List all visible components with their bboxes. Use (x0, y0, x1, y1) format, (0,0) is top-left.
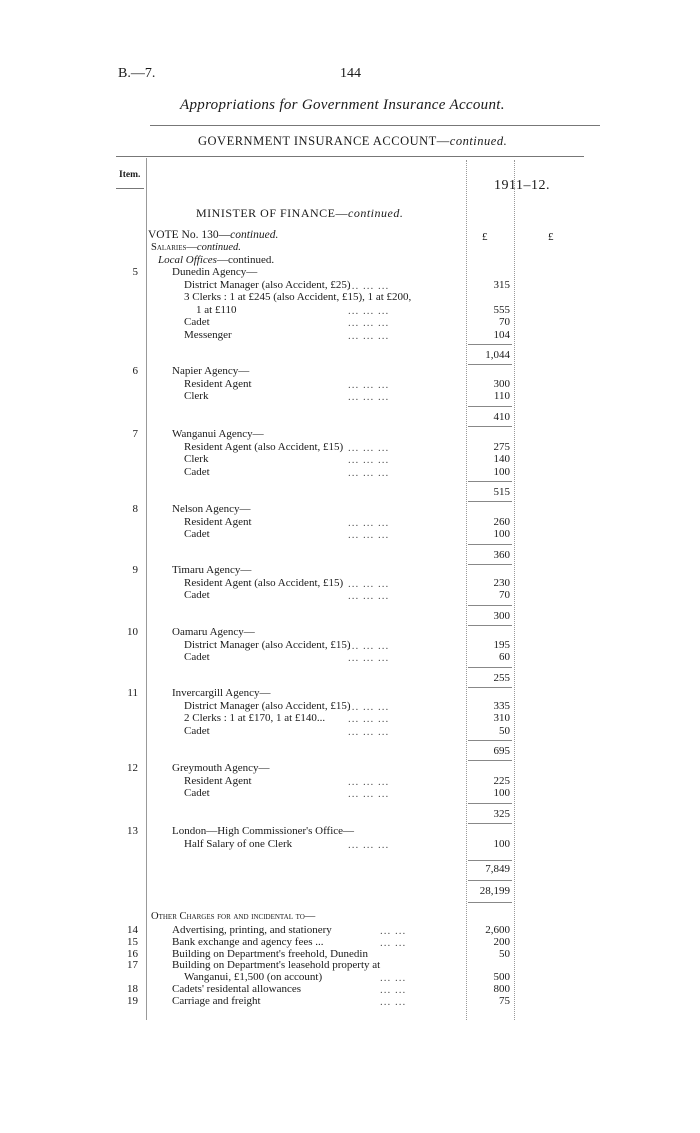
entry-label: Half Salary of one Clerk (184, 837, 293, 850)
page-number: 144 (340, 66, 361, 81)
leader-dots: ... ... ... (348, 713, 390, 725)
subtotal-rule (468, 823, 512, 824)
total-rule (468, 860, 512, 861)
total-rule (468, 880, 512, 881)
leader-dots: ... ... ... (348, 577, 390, 590)
item-number: 18 (127, 983, 138, 995)
leader-dots: ... ... ... (348, 652, 390, 664)
leader-dots: ... ... ... (348, 329, 390, 342)
entry-amount: 260 (493, 515, 510, 528)
leader-dots: ... ... ... (348, 529, 390, 541)
charge-label: Cadets' residental allowances (172, 983, 302, 995)
leader-dots: ... ... ... (348, 391, 390, 403)
item-header-rule (116, 188, 144, 189)
subtotal-rule (468, 740, 512, 741)
divider (150, 125, 600, 126)
entry-label: 2 Clerks : 1 at £170, 1 at £140... (184, 712, 326, 724)
item-number: 8 (132, 503, 138, 515)
subtotal-rule (468, 803, 512, 804)
entry-label: Cadet (184, 589, 210, 601)
item-number: 9 (132, 564, 138, 576)
leader-dots: ... ... ... (348, 788, 390, 800)
agency-subtotal: 515 (493, 486, 510, 498)
entry-label: Resident Agent (184, 774, 252, 787)
item-number: 12 (127, 762, 138, 774)
subtotal-rule (468, 687, 512, 688)
leader-dots: ... ... ... (348, 775, 390, 788)
entry-label: Clerk (184, 453, 209, 465)
entry-label: District Manager (also Accident, £15) (184, 699, 351, 712)
entry-amount: 300 (493, 377, 510, 390)
entry-amount: 310 (493, 712, 510, 724)
item-number: 11 (127, 687, 138, 699)
leader-dots: ... ... ... (348, 516, 390, 529)
entry-label: District Manager (also Accident, £25) (184, 278, 351, 291)
total-column-divider (514, 160, 515, 1020)
leader-dots: ... ... ... (348, 838, 390, 851)
item-number: 16 (127, 947, 138, 960)
local-offices-heading: Local Offices—continued. (158, 254, 275, 266)
subtotal-rule (468, 344, 512, 345)
subtotal-rule (468, 605, 512, 606)
entry-amount: 195 (493, 638, 510, 651)
entry-amount: 230 (493, 576, 510, 589)
other-charges-heading: Other Charges for and incidental to— (151, 911, 316, 922)
entry-amount: 110 (493, 390, 510, 402)
currency-symbol-amount: £ (482, 231, 488, 243)
leader-dots: ... ... ... (348, 454, 390, 466)
item-column-divider (146, 158, 147, 1020)
entry-label: Resident Agent (184, 515, 252, 528)
entry-label: District Manager (also Accident, £15) (184, 638, 351, 651)
entry-amount: 104 (493, 328, 510, 341)
entry-amount: 225 (493, 774, 510, 787)
agency-name: Nelson Agency— (172, 503, 251, 515)
agency-name: Wanganui Agency— (172, 428, 264, 440)
leader-dots: ... ... ... (348, 466, 390, 479)
leader-dots: ... ... (380, 972, 407, 985)
entry-label: Resident Agent (also Accident, £15) (184, 440, 344, 453)
agency-name: Greymouth Agency— (172, 762, 270, 774)
entry-amount: 50 (499, 724, 510, 737)
item-number: 10 (127, 626, 138, 638)
agency-name: Napier Agency— (172, 365, 250, 377)
leader-dots: ... ... ... (348, 279, 390, 292)
agency-subtotal: 410 (493, 410, 510, 423)
leader-dots: ... ... ... (348, 378, 390, 391)
item-number: 17 (127, 959, 138, 972)
entry-amount: 555 (493, 303, 510, 316)
account-subtitle: GOVERNMENT INSURANCE ACCOUNT—continued. (198, 134, 508, 148)
agency-subtotal: 300 (493, 609, 510, 622)
entry-label: Cadet (184, 724, 210, 737)
leader-dots: ... ... ... (348, 304, 390, 317)
document-reference: B.—7. (118, 66, 156, 81)
vote-heading: VOTE No. 130—continued. (148, 229, 279, 241)
entry-amount: 100 (493, 837, 510, 850)
entry-amount: 100 (493, 465, 510, 478)
item-number: 6 (132, 365, 138, 377)
entry-label: Resident Agent (184, 377, 252, 390)
local-offices-total: 7,849 (485, 863, 510, 875)
entry-label: Cadet (184, 465, 210, 478)
charge-amount: 200 (493, 935, 510, 948)
charge-label: Building on Department's leasehold property at (172, 959, 381, 972)
charge-label: Building on Department's freehold, Dunedin (172, 947, 368, 960)
subtotal-rule (468, 667, 512, 668)
subtotal-rule (468, 481, 512, 482)
item-number: 19 (127, 994, 138, 1007)
leader-dots: ... ... ... (348, 441, 390, 454)
leader-dots: ... ... (380, 995, 407, 1008)
agency-name: Oamaru Agency— (172, 626, 255, 638)
charge-amount: 75 (499, 994, 510, 1007)
entry-label: Cadet (184, 316, 210, 328)
entry-amount: 335 (493, 699, 510, 712)
leader-dots: ... ... (380, 936, 407, 949)
total-rule (468, 902, 512, 903)
subtotal-rule (468, 426, 512, 427)
agency-name: London—High Commissioner's Office— (172, 825, 355, 837)
section-heading: MINISTER OF FINANCE—continued. (196, 206, 404, 220)
entry-amount: 100 (493, 528, 510, 540)
item-number: 13 (127, 825, 138, 837)
item-number: 7 (132, 428, 138, 440)
item-column-header: Item. (119, 170, 141, 180)
entry-label: Cadet (184, 528, 210, 540)
entry-amount: 70 (499, 589, 510, 601)
leader-dots: ... ... ... (348, 317, 390, 329)
currency-symbol-total: £ (548, 231, 554, 243)
leader-dots: ... ... ... (348, 700, 390, 713)
year-header: 1911–12. (494, 178, 550, 193)
entry-amount: 140 (493, 453, 510, 465)
subtotal-rule (468, 625, 512, 626)
entry-label: Clerk (184, 390, 209, 402)
leader-dots: ... ... (380, 925, 407, 937)
item-number: 5 (132, 266, 138, 278)
agency-subtotal: 325 (493, 807, 510, 820)
entry-label: Cadet (184, 651, 210, 663)
entry-amount: 100 (493, 787, 510, 799)
charge-amount: 500 (493, 971, 510, 984)
agency-name: Dunedin Agency— (172, 266, 258, 278)
charge-amount: 50 (499, 947, 510, 960)
charge-amount: 2,600 (485, 924, 510, 936)
entry-label: Messenger (184, 328, 232, 341)
item-number: 14 (127, 924, 138, 936)
charge-label: Advertising, printing, and stationery (172, 924, 332, 936)
entry-amount: 60 (499, 651, 510, 663)
table-top-rule (116, 156, 584, 157)
salaries-total: 28,199 (479, 885, 510, 897)
leader-dots: ... ... ... (348, 590, 390, 602)
entry-label: Resident Agent (also Accident, £15) (184, 576, 344, 589)
page-title: Appropriations for Government Insurance Account. (180, 97, 505, 113)
subtotal-rule (468, 564, 512, 565)
subtotal-rule (468, 760, 512, 761)
agency-subtotal: 360 (493, 548, 510, 561)
agency-subtotal: 695 (493, 745, 510, 757)
subtotal-rule (468, 501, 512, 502)
entry-amount: 70 (499, 316, 510, 328)
entry-amount: 275 (493, 440, 510, 453)
charge-amount: 800 (493, 983, 510, 995)
agency-name: Timaru Agency— (172, 564, 252, 576)
agency-subtotal: 1,044 (485, 349, 510, 361)
subtotal-rule (468, 544, 512, 545)
entry-label: Cadet (184, 787, 210, 799)
subtotal-rule (468, 406, 512, 407)
entry-label: 1 at £110 (196, 303, 237, 316)
item-number: 15 (127, 935, 138, 948)
charge-label: Bank exchange and agency fees ... (172, 935, 324, 948)
entry-amount: 315 (493, 278, 510, 291)
agency-subtotal: 255 (493, 671, 510, 684)
leader-dots: ... ... (380, 984, 407, 996)
salaries-heading: Salaries—continued. (151, 242, 241, 253)
charge-label: Carriage and freight (172, 994, 261, 1007)
leader-dots: ... ... ... (348, 725, 390, 738)
entry-label: 3 Clerks : 1 at £245 (also Accident, £15), 1 at £200, (184, 291, 412, 303)
leader-dots: ... ... ... (348, 639, 390, 652)
subtotal-rule (468, 364, 512, 365)
charge-label: Wanganui, £1,500 (on account) (184, 971, 323, 984)
agency-name: Invercargill Agency— (172, 687, 271, 699)
